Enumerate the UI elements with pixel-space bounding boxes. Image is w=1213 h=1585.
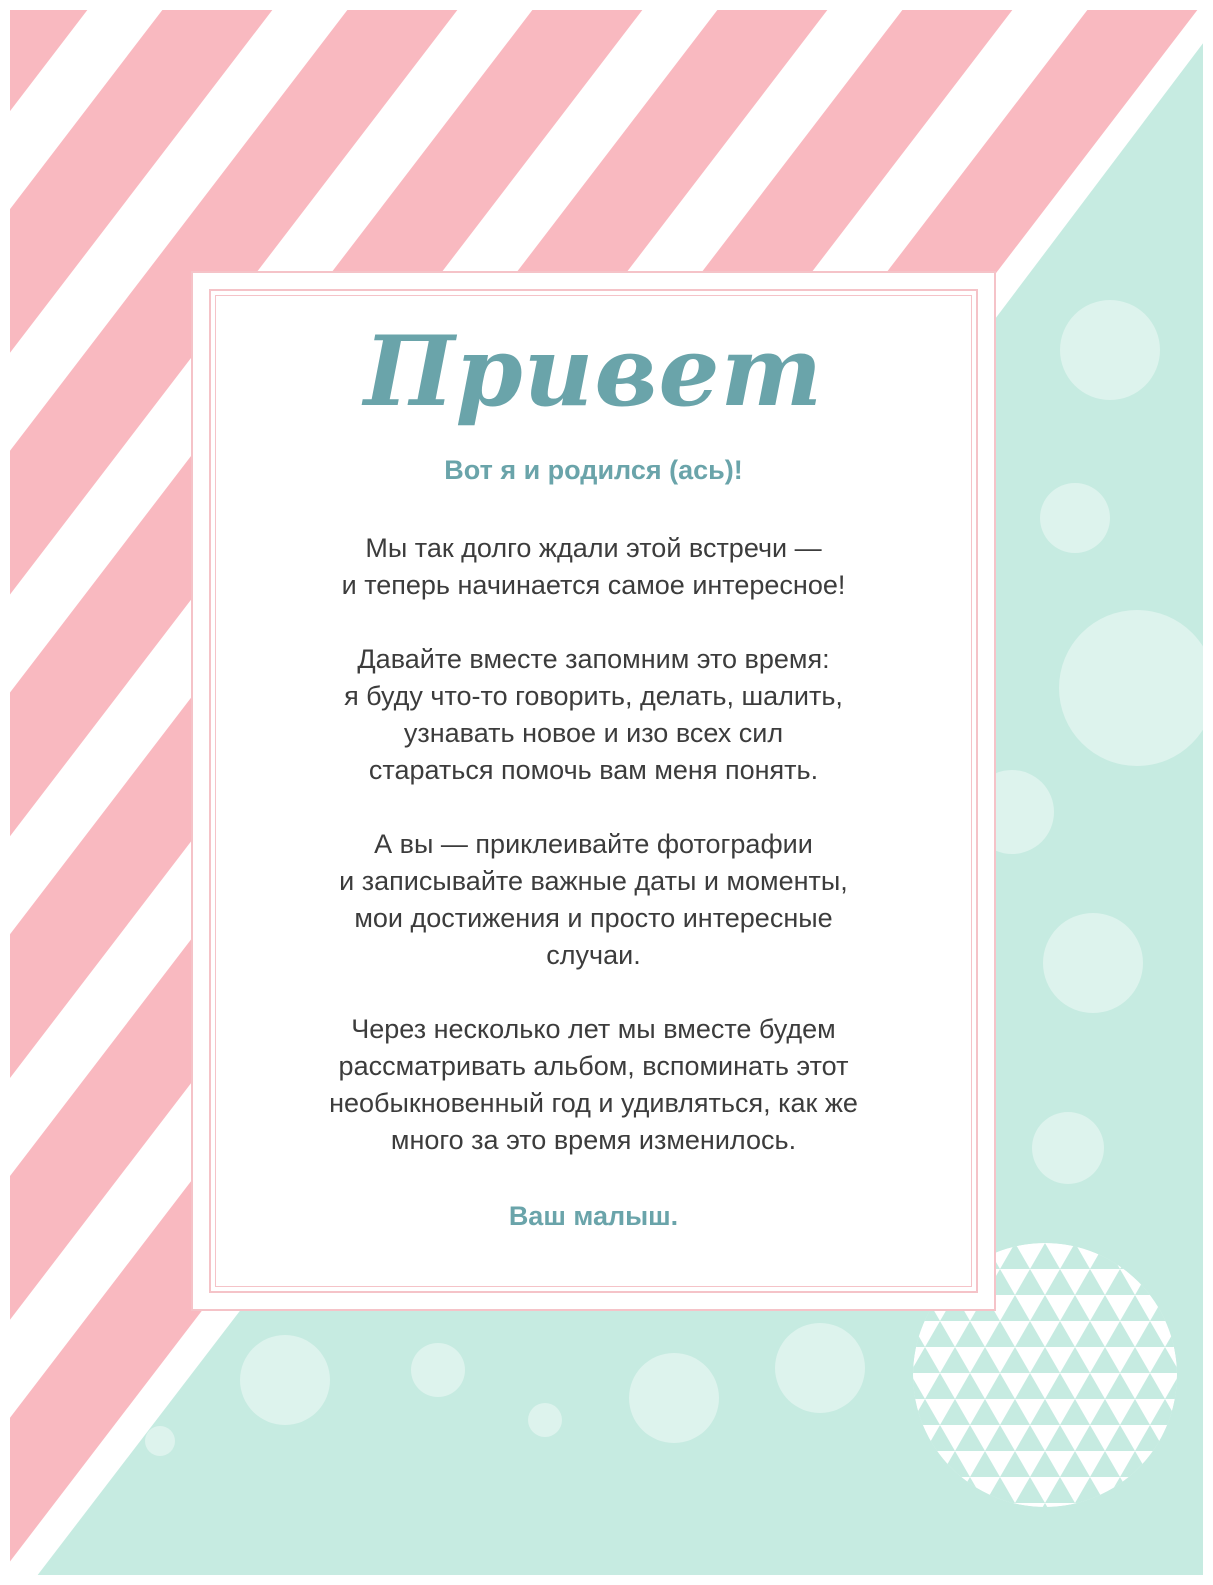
bubble [1043, 913, 1143, 1013]
paragraph-line: мои достижения и просто интересные [354, 903, 833, 933]
greeting-card [191, 271, 996, 1311]
paragraph-line: Через несколько лет мы вместе будем [351, 1014, 836, 1044]
bubble [1032, 1112, 1104, 1184]
paragraph-3 [251, 826, 936, 974]
card-content [211, 291, 976, 1291]
paragraph-line: и записывайте важные даты и моменты, [339, 866, 848, 896]
bubble [240, 1335, 330, 1425]
paragraph-line: я буду что-то говорить, делать, шалить, [344, 681, 843, 711]
bubble [528, 1403, 562, 1437]
paragraph-line: необыкновенный год и удивляться, как же [329, 1088, 858, 1118]
paragraph-line: стараться помочь вам меня понять. [368, 755, 819, 785]
paragraph-line: Давайте вместе запомним это время: [357, 644, 830, 674]
greeting-title: Привет [363, 315, 824, 428]
bubble [411, 1343, 465, 1397]
paragraph-line: А вы — приклеивайте фотографии [374, 829, 813, 859]
bubble [1040, 483, 1110, 553]
greeting-subtitle: Вот я и родился (ась)! [444, 455, 743, 485]
bubble [775, 1323, 865, 1413]
bubble [629, 1353, 719, 1443]
paragraph-line: много за это время изменилось. [390, 1125, 797, 1155]
bubble [145, 1426, 175, 1456]
signature: Ваш малыш. [508, 1201, 679, 1231]
paragraph-line: и теперь начинается самое интересное! [341, 570, 846, 600]
paragraph-line: рассматривать альбом, вспоминать этот [338, 1051, 849, 1081]
paragraph-line: случаи. [546, 940, 641, 970]
paragraph-4 [251, 1011, 936, 1159]
paragraph-line: узнавать новое и изо всех сил [403, 718, 784, 748]
paragraph-2 [251, 641, 936, 789]
paragraph-line: Мы так долго ждали этой встречи — [365, 533, 822, 563]
paragraph-1 [251, 530, 936, 604]
bubble [1059, 610, 1213, 766]
card-frame [209, 289, 978, 1293]
bubble [1060, 300, 1160, 400]
